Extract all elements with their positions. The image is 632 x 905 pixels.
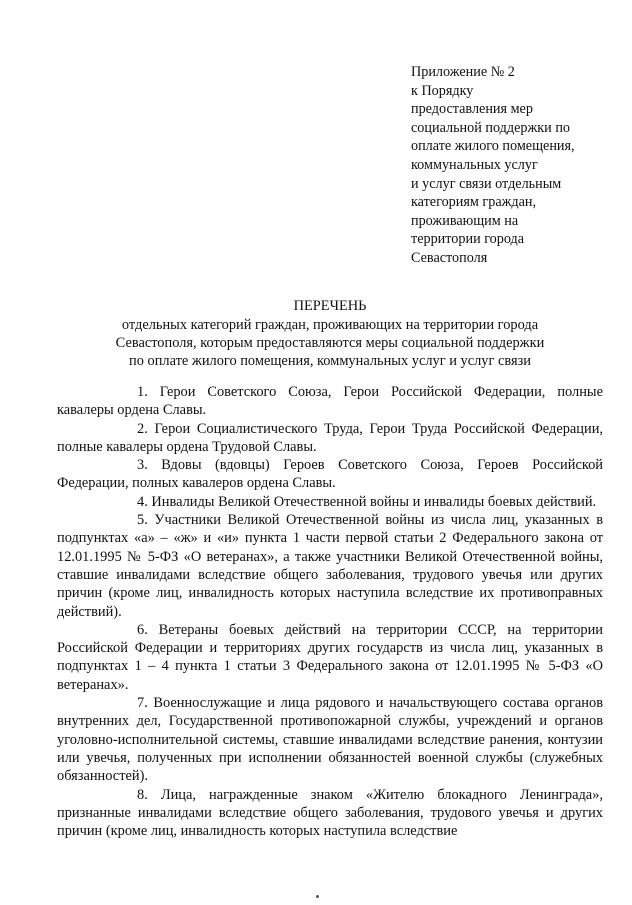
- appendix-line: Севастополя: [411, 249, 488, 266]
- appendix-line: категориям граждан,: [411, 194, 537, 211]
- document-subtitle-line: отдельных категорий граждан, проживающих на территории города: [121, 317, 539, 333]
- appendix-line: оплате жилого помещения,: [411, 138, 575, 155]
- appendix-line: территории города: [411, 231, 525, 248]
- appendix-line: социальной поддержки по: [411, 119, 570, 136]
- category-item: 3. Вдовы (вдовцы) Героев Советского Союза, Героев Российской Федерации, полных кавалеров ордена Славы.: [57, 457, 603, 492]
- category-item: 4. Инвалиды Великой Отечественной войны и инвалиды боевых действий.: [137, 493, 597, 510]
- category-list: [57, 383, 603, 840]
- category-item: 7. Военнослужащие и лица рядового и начальствующего состава органов внутренних дел, Государственной противопожарной службы, учреждений и органов уголовно-исполнительной системы, ставшие инвалидами вследствие ранения, контузии или увечья, полученных при исполнении обязанностей военной службы (служебных обязанностей).: [57, 695, 603, 785]
- category-item: 8. Лица, награжденные знаком «Жителю блокадного Ленинграда», признанные инвалидами вследствие общего заболевания, трудового увечья и других причин (кроме лиц, инвалидность которых наступила вследствие: [57, 786, 603, 840]
- appendix-line: и услуг связи отдельным: [411, 175, 562, 192]
- appendix-line: Приложение № 2: [411, 64, 515, 80]
- category-item: 5. Участники Великой Отечественной войны из числа лиц, указанных в подпунктах «а» – «ж» и «и» пункта 1 части первой статьи 2 Федерального закона от 12.01.1995 № 5-ФЗ «О ветеранах», а также участники Великой Отечественной войны, ставшие инвалидами вследствие общего заболевания, трудового увечья или других причин (кроме лиц, инвалидность которых наступила вследствие их противоправных действий).: [57, 512, 603, 620]
- appendix-block: [411, 63, 616, 268]
- appendix-line: к Порядку: [411, 82, 474, 99]
- appendix-line: предоставления мер: [411, 101, 533, 118]
- category-item: 1. Герои Советского Союза, Герои Российской Федерации, полные кавалеры ордена Славы.: [57, 384, 603, 419]
- category-item: 2. Герои Социалистического Труда, Герои Труда Российской Федерации, полные кавалеры ордена Трудовой Славы.: [57, 420, 603, 455]
- document-subtitle-line: по оплате жилого помещения, коммунальных услуг и услуг связи: [129, 353, 531, 369]
- document-title: ПЕРЕЧЕНЬ: [293, 298, 367, 314]
- document-subtitle-line: Севастополя, которым предоставляются меры социальной поддержки: [115, 335, 545, 351]
- appendix-line: проживающим на: [411, 212, 519, 229]
- appendix-line: коммунальных услуг: [411, 156, 538, 173]
- category-item: 6. Ветераны боевых действий на территории СССР, на территории Российской Федерации и территориях других государств из числа лиц, указанных в подпунктах 1 – 4 пункта 1 статьи 3 Федерального закона от 12.01.1995 № 5-ФЗ «О ветеранах».: [57, 621, 603, 693]
- scan-speck: [316, 895, 319, 898]
